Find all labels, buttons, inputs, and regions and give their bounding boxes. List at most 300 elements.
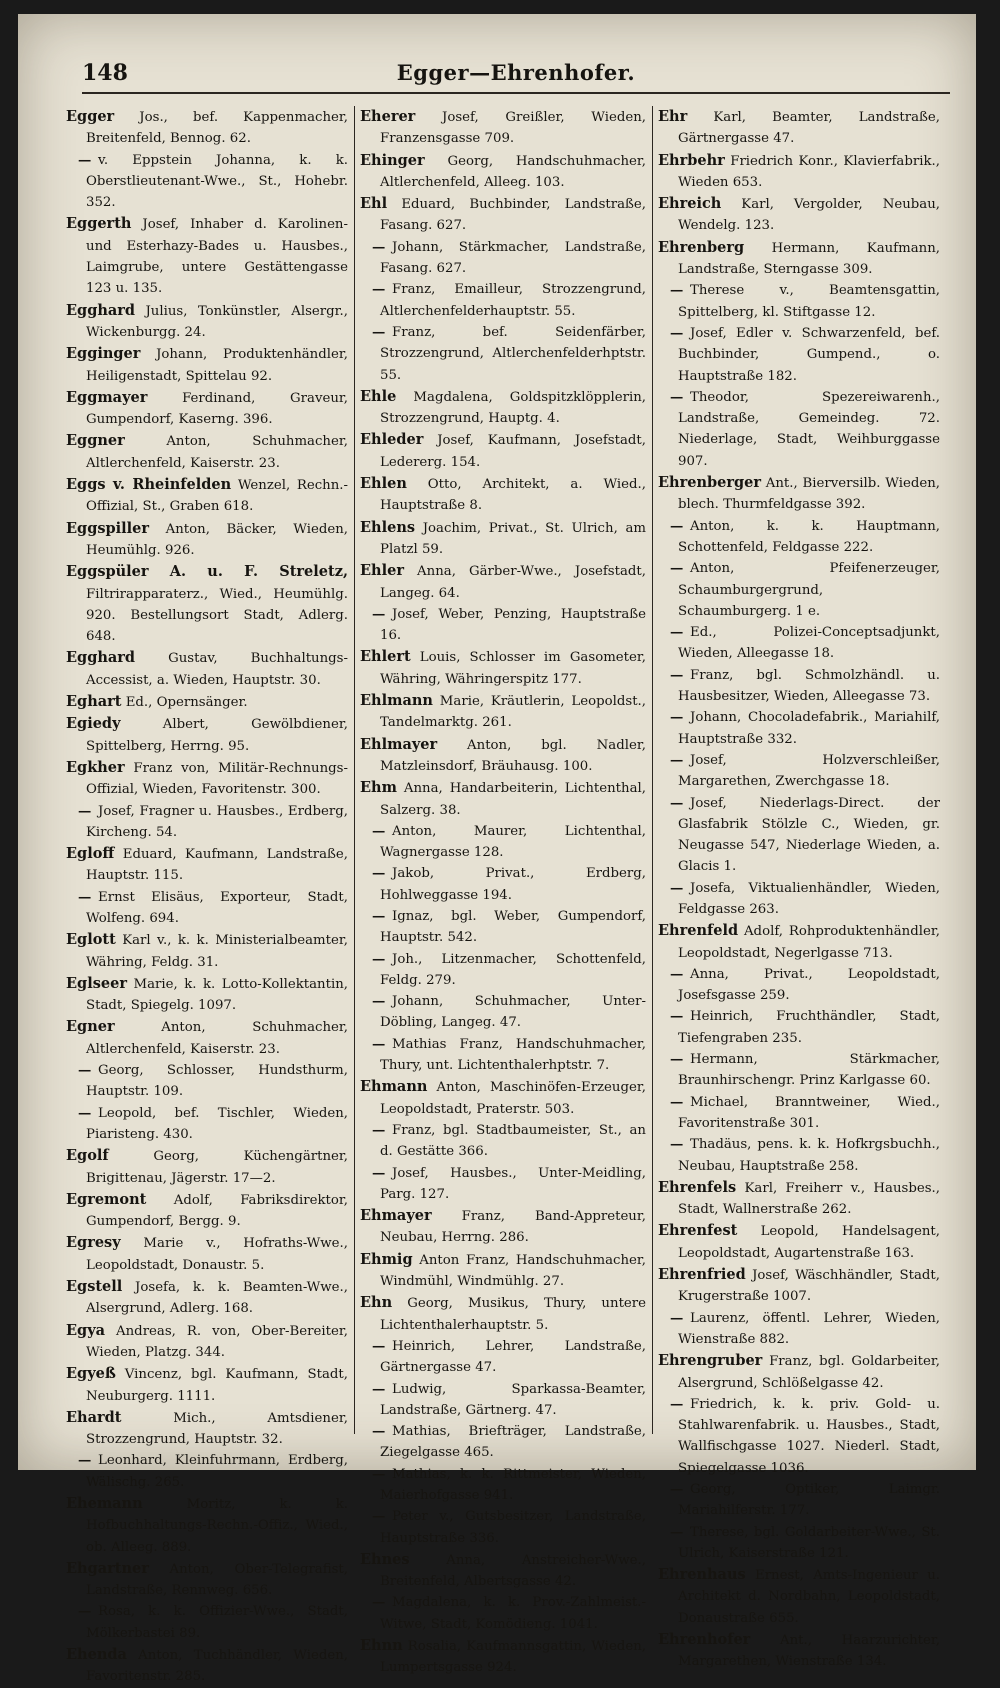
entry-surname: Eglott [66, 931, 116, 949]
entry-surname: Ehnn [360, 1637, 403, 1655]
repeat-dash: — [78, 1453, 92, 1469]
directory-sub-entry [360, 322, 646, 386]
entry-surname: Eghart [66, 693, 122, 711]
directory-entry [66, 1493, 348, 1558]
entry-details: Josef, Inhaber d. Karolinen- und Esterhazy-Bades u. Hausbes., Laimgrube, untere Gestättengasse 123 u. 135. [86, 217, 348, 297]
directory-sub-entry [658, 1092, 940, 1135]
directory-entry [66, 1276, 348, 1320]
entry-details: Anton, Schuhmacher, Altlerchenfeld, Kaiserstr. 23. [86, 434, 348, 471]
entry-surname: Ehenda [66, 1646, 127, 1664]
entry-surname: Ehleder [360, 431, 424, 449]
repeat-dash: — [670, 283, 684, 299]
entry-surname: Ehmayer [360, 1207, 432, 1225]
repeat-dash: — [372, 1509, 386, 1525]
entry-details: Adolf, Fabriksdirektor, Gumpendorf, Bergg. 9. [86, 1192, 348, 1230]
directory-sub-entry [658, 878, 940, 921]
directory-entry [66, 1558, 348, 1602]
entry-details: Magdalena, k. k. Prov.-Zahlmeist.-Witwe, Stadt, Komödieng. 1041. [380, 1595, 646, 1632]
repeat-dash: — [78, 1105, 92, 1121]
entry-surname: Eggs v. Rheinfelden [66, 476, 232, 494]
directory-entry [66, 1363, 348, 1407]
directory-sub-entry [360, 1421, 646, 1464]
entry-details: Anton, Pfeifenerzeuger, Schaumburgergrund, Schaumburgerg. 1 e. [678, 561, 940, 619]
directory-sub-entry [360, 1336, 646, 1379]
directory-sub-entry [66, 1450, 348, 1493]
directory-sub-entry [66, 887, 348, 930]
entry-surname: Ehemann [66, 1495, 143, 1512]
directory-entry [658, 106, 940, 150]
entry-details: Heinrich, Lehrer, Landstraße, Gärtnergasse 47. [380, 1338, 646, 1376]
entry-details: Therese, bgl. Goldarbeiter-Wwe., St. Ulrich, Kaiserstraße 121. [678, 1524, 940, 1561]
entry-surname: Eggmayer [66, 388, 148, 406]
directory-page [18, 14, 976, 1685]
directory-entry [66, 474, 348, 518]
repeat-dash: — [372, 866, 386, 882]
entry-details: Josef, Weber, Penzing, Hauptstraße 16. [380, 606, 646, 644]
entry-details: Louis, Schlosser im Gasometer, Währing, Währingerspitz 177. [380, 650, 647, 687]
entry-details: Ed., Opernsänger. [125, 695, 248, 711]
directory-sub-entry [66, 1060, 348, 1103]
entry-surname: Ehlmayer [360, 735, 438, 753]
entry-details: Otto, Architekt, a. Wied., Hauptstraße 8. [380, 477, 646, 514]
directory-sub-entry [360, 821, 646, 864]
entry-details: Ferdinand, Graveur, Gumpendorf, Kaserng. 396. [86, 390, 349, 428]
entry-surname: Ehrenberg [658, 238, 745, 256]
entry-surname: Ehardt [66, 1408, 122, 1426]
entry-details: Josefa, Viktualienhändler, Wieden, Feldgasse 263. [678, 880, 940, 917]
entry-surname: Egghard [66, 649, 136, 667]
entry-details: Anna, Privat., Leopoldstadt, Josefsgasse 259. [678, 966, 940, 1004]
entry-details: Franz, bef. Seidenfärber, Strozzengrund, Altlerchenfelderhptstr. 55. [380, 324, 646, 383]
directory-entry [360, 646, 646, 690]
entry-surname: Ehrengruber [658, 1352, 763, 1370]
entry-details: Therese v., Beamtensgattin, Spittelberg, kl. Stiftgasse 12. [678, 283, 940, 320]
entry-details: Peter v., Gutsbesitzer, Landstraße, Hauptstraße 336. [380, 1509, 646, 1546]
entry-details: Josef, Greißler, Wieden, Franzensgasse 709. [380, 110, 646, 147]
entry-details: Anton, Ober-Telegrafist, Landstraße, Rennweg. 656. [86, 1561, 348, 1599]
entry-details: Josef, Kaufmann, Josefstadt, Ledererg. 154. [380, 433, 646, 470]
entry-details: Georg, Handschuhmacher, Altlerchenfeld, Alleeg. 103. [380, 153, 646, 190]
directory-entry [658, 1350, 940, 1394]
directory-sub-entry [658, 1006, 940, 1049]
entry-details: Theodor, Spezereiwarenh., Landstraße, Gemeindeg. 72. Niederlage, Stadt, Weihburggasse 907. [678, 389, 940, 469]
entry-surname: Egghard [66, 301, 136, 319]
entry-details: Ignaz, bgl. Weber, Gumpendorf, Hauptstr. 542. [380, 908, 646, 946]
entry-details: Ed., Polizei-Conceptsadjunkt, Wieden, Alleegasse 18. [678, 625, 940, 662]
repeat-dash: — [670, 389, 684, 405]
directory-entry [66, 300, 348, 344]
entry-surname: Egyeß [66, 1365, 116, 1383]
entry-surname: Eggspüler A. u. F. Streletz, [66, 563, 348, 581]
entry-surname: Ehm [360, 779, 397, 797]
directory-entry [66, 1016, 348, 1060]
entry-details: Georg, Schlosser, Hundsthurm, Hauptstr. 109. [86, 1063, 348, 1100]
directory-entry [658, 1264, 940, 1308]
directory-sub-entry [66, 801, 348, 844]
entry-surname: Egolf [66, 1147, 109, 1165]
directory-sub-entry [66, 1601, 348, 1644]
entry-surname: Egkher [66, 758, 125, 776]
directory-entry [658, 1564, 940, 1629]
entry-details: Eduard, Buchbinder, Landstraße, Fasang. 627. [380, 197, 646, 234]
entry-surname: Ehrenhofer [658, 1631, 751, 1649]
entry-details: Leopold, Handelsagent, Leopoldstadt, Augartenstraße 163. [678, 1224, 940, 1261]
entry-details: Rosa, k. k. Offizier-Wwe., Stadt, Mölkerbastei 89. [86, 1604, 348, 1641]
repeat-dash: — [372, 1424, 386, 1440]
directory-sub-entry [658, 793, 940, 878]
repeat-dash: — [372, 1122, 386, 1138]
directory-column-2 [360, 106, 647, 1676]
entry-details: Anna, Handarbeiterin, Lichtenthal, Salzerg. 38. [380, 781, 646, 818]
entry-details: Johann, Stärkmacher, Landstraße, Fasang. 627. [380, 239, 646, 277]
directory-entry [66, 1320, 348, 1364]
directory-entry [360, 150, 646, 194]
repeat-dash: — [670, 966, 684, 982]
directory-entry [360, 690, 646, 734]
entry-details: Franz, Emailleur, Strozzengrund, Altlerchenfelderhauptstr. 55. [380, 282, 646, 319]
directory-entry [658, 193, 940, 237]
entry-surname: Ehler [360, 562, 404, 580]
entry-details: Heinrich, Fruchthändler, Stadt, Tiefengraben 235. [678, 1009, 940, 1046]
repeat-dash: — [670, 1009, 684, 1025]
entry-details: Marie, Kräutlerin, Leopoldst., Tandelmarktg. 261. [380, 694, 646, 731]
entry-surname: Ehrenfeld [658, 922, 739, 940]
directory-entry [658, 1177, 940, 1221]
repeat-dash: — [670, 1482, 684, 1497]
repeat-dash: — [372, 239, 386, 255]
entry-surname: Ehlert [360, 648, 411, 666]
directory-entry [360, 1635, 646, 1679]
directory-sub-entry [360, 1034, 646, 1077]
entry-details: Leonhard, Kleinfuhrmann, Erdberg, Wälischg. 265. [86, 1453, 348, 1490]
entry-details: Friedrich Konr., Klavierfabrik., Wieden 653. [678, 153, 940, 190]
entry-details: Rosalia, Kaufmannsgattin, Wieden, Lumpertsgasse 924. [380, 1639, 646, 1676]
entry-surname: Egresy [66, 1234, 121, 1252]
entry-details: Vincenz, bgl. Kaufmann, Stadt, Neuburgerg. 1111. [86, 1367, 348, 1404]
entry-details: Georg, Optiker, Laimgr. Mariahilferstr. 177. [678, 1482, 940, 1519]
repeat-dash: — [372, 1381, 386, 1397]
entry-details: Karl, Vergolder, Neubau, Wendelg. 123. [678, 197, 941, 234]
entry-surname: Ehr [658, 108, 688, 125]
directory-sub-entry [658, 750, 940, 793]
directory-entry [66, 343, 348, 387]
directory-sub-entry [360, 1120, 646, 1163]
directory-sub-entry [658, 622, 940, 665]
directory-sub-entry [66, 150, 348, 214]
entry-details: Mich., Amtsdiener, Strozzengrund, Hauptstr. 32. [86, 1410, 348, 1448]
entry-details: Adolf, Rohproduktenhändler, Leopoldstadt, Negerlgasse 713. [678, 924, 940, 961]
directory-entry [658, 920, 940, 964]
entry-details: Gustav, Buchhaltungs-Accessist, a. Wieden, Hauptstr. 30. [86, 651, 348, 688]
entry-details: Eduard, Kaufmann, Landstraße, Hauptstr. 115. [86, 847, 348, 884]
entry-surname: Ehlen [360, 475, 407, 493]
entry-details: Anton, Maurer, Lichtenthal, Wagnergasse 128. [380, 823, 646, 861]
directory-column-1 [66, 106, 349, 1685]
directory-entry [360, 1292, 646, 1336]
entry-surname: Egloff [66, 845, 115, 863]
repeat-dash: — [670, 1052, 684, 1068]
entry-surname: Ehrenfels [658, 1178, 737, 1196]
repeat-dash: — [372, 1466, 386, 1482]
entry-surname: Ehl [360, 195, 388, 213]
entry-details: Josef, Hausbes., Unter-Meidling, Parg. 127. [380, 1165, 646, 1202]
repeat-dash: — [372, 908, 386, 924]
entry-details: Josefa, k. k. Beamten-Wwe., Alsergrund, Adlerg. 168. [86, 1280, 348, 1317]
repeat-dash: — [372, 1338, 386, 1354]
repeat-dash: — [670, 518, 684, 534]
entry-surname: Ehmig [360, 1250, 413, 1268]
directory-entry [658, 150, 940, 194]
entry-surname: Ehreich [658, 195, 722, 213]
repeat-dash: — [670, 1094, 684, 1110]
entry-surname: Egger [66, 108, 115, 125]
directory-entry [360, 473, 646, 517]
running-head: Egger—Ehrenhofer. [396, 60, 636, 85]
directory-entry [360, 1249, 646, 1293]
directory-sub-entry [658, 516, 940, 559]
entry-details: Karl v., k. k. Ministerialbeamter, Währing, Feldg. 31. [86, 933, 348, 970]
directory-entry [66, 843, 348, 887]
repeat-dash: — [372, 823, 386, 839]
entry-details: Hermann, Stärkmacher, Braunhirschengr. Prinz Karlgasse 60. [678, 1052, 940, 1089]
directory-entry [66, 647, 348, 691]
directory-sub-entry [658, 1308, 940, 1351]
entry-details: Anton, Bäcker, Wieden, Heumühlg. 926. [86, 521, 348, 558]
entry-details: Johann, Chocoladefabrik., Mariahilf, Hauptstraße 332. [678, 710, 940, 747]
directory-sub-entry [360, 1464, 646, 1507]
directory-sub-entry [658, 964, 940, 1007]
repeat-dash: — [670, 1137, 684, 1153]
entry-surname: Egiedy [66, 715, 121, 733]
repeat-dash: — [670, 752, 684, 768]
entry-details: Georg, Musikus, Thury, untere Lichtenthalerhauptstr. 5. [380, 1296, 647, 1333]
entry-details: Josef, Holzverschleißer, Margarethen, Zwerchgasse 18. [678, 752, 940, 790]
directory-column-3 [658, 106, 941, 1670]
entry-surname: Eggerth [66, 215, 132, 233]
directory-entry [360, 777, 646, 821]
entry-details: Jos., bef. Kappenmacher, Breitenfeld, Bennog. 62. [86, 110, 348, 147]
directory-sub-entry [658, 707, 940, 750]
repeat-dash: — [670, 1310, 684, 1326]
entry-details: Josef, Fragner u. Hausbes., Erdberg, Kircheng. 54. [86, 803, 348, 840]
entry-details: Mathias, Briefträger, Landstraße, Ziegelgasse 465. [380, 1424, 646, 1461]
entry-details: Hermann, Kaufmann, Landstraße, Sterngasse 309. [678, 240, 940, 278]
directory-entry [66, 691, 348, 713]
directory-entry [360, 560, 646, 604]
directory-entry [66, 1644, 348, 1688]
entry-surname: Egner [66, 1018, 115, 1036]
directory-entry [360, 734, 646, 778]
repeat-dash: — [670, 325, 684, 341]
repeat-dash: — [670, 1524, 684, 1540]
entry-details: Josef, Edler v. Schwarzenfeld, bef. Buchbinder, Gumpend., o. Hauptstraße 182. [678, 325, 940, 384]
entry-details: Andreas, R. von, Ober-Bereiter, Wieden, Platzg. 344. [86, 1323, 348, 1360]
entry-surname: Ehnes [360, 1550, 410, 1568]
directory-entry [658, 1220, 940, 1264]
directory-sub-entry [360, 604, 646, 647]
repeat-dash: — [372, 994, 386, 1010]
directory-entry [658, 237, 940, 281]
entry-details: Franz, Band-Appreteur, Neubau, Herrng. 286. [380, 1209, 646, 1246]
entry-surname: Ehle [360, 387, 397, 405]
entry-surname: Eggspiller [66, 519, 150, 537]
entry-details: Georg, Küchengärtner, Brigittenau, Jägerstr. 17—2. [86, 1149, 348, 1186]
entry-surname: Eherer [360, 108, 416, 125]
directory-entry [66, 387, 348, 431]
entry-surname: Ehmann [360, 1078, 428, 1096]
directory-sub-entry [360, 949, 646, 992]
directory-sub-entry [360, 1163, 646, 1206]
repeat-dash: — [372, 606, 386, 622]
directory-entry [360, 1076, 646, 1120]
column-divider [652, 106, 653, 1434]
column-divider [354, 106, 355, 1434]
entry-details: Thadäus, pens. k. k. Hofkrgsbuchh., Neubau, Hauptstraße 258. [678, 1137, 940, 1174]
directory-entry [360, 429, 646, 473]
entry-details: v. Eppstein Johanna, k. k. Oberstlieutenant-Wwe., St., Hohebr. 352. [86, 152, 348, 211]
repeat-dash: — [372, 1595, 386, 1611]
entry-details: Anton, Schuhmacher, Altlerchenfeld, Kaiserstr. 23. [86, 1020, 348, 1057]
entry-details: Anton, Maschinöfen-Erzeuger, Leopoldstadt, Praterstr. 503. [380, 1080, 646, 1117]
directory-sub-entry [658, 1049, 940, 1092]
entry-details: Joh., Litzenmacher, Schottenfeld, Feldg. 279. [380, 951, 646, 988]
directory-entry [66, 1189, 348, 1233]
entry-details: Anton, k. k. Hauptmann, Schottenfeld, Feldgasse 222. [678, 518, 940, 555]
directory-sub-entry [360, 1506, 646, 1549]
page-header [82, 58, 950, 94]
directory-entry [360, 193, 646, 237]
entry-details: Marie, k. k. Lotto-Kollektantin, Stadt, Spiegelg. 1097. [86, 976, 348, 1014]
entry-details: Laurenz, öffentl. Lehrer, Wieden, Wienstraße 882. [678, 1310, 940, 1347]
repeat-dash: — [372, 951, 386, 967]
directory-entry [658, 472, 940, 516]
entry-details: Anton Franz, Handschuhmacher, Windmühl, Windmühlg. 27. [380, 1252, 646, 1290]
entry-details: Moritz, k. k. Hofbuchhaltungs-Rechn.-Offiz., Wied., ob. Alleeg. 889. [86, 1497, 349, 1555]
directory-entry [360, 386, 646, 430]
entry-details: Leopold, bef. Tischler, Wieden, Piaristeng. 430. [86, 1105, 348, 1142]
entry-details: Johann, Schuhmacher, Unter-Döbling, Langeg. 47. [380, 994, 646, 1031]
entry-details: Ludwig, Sparkassa-Beamter, Landstraße, Gärtnerg. 47. [380, 1381, 646, 1418]
entry-details: Karl, Beamter, Landstraße, Gärtnergasse 47. [678, 110, 940, 147]
directory-sub-entry [360, 237, 646, 280]
entry-surname: Ehrenberger [658, 474, 762, 492]
entry-details: Anton, Tuchhändler, Wieden, Favoritenstr. 285. [86, 1648, 348, 1685]
directory-entry [66, 713, 348, 757]
directory-entry [66, 929, 348, 973]
repeat-dash: — [78, 1063, 92, 1079]
entry-surname: Eglseer [66, 974, 127, 992]
repeat-dash: — [78, 152, 92, 168]
entry-details: Josef, Wäschhändler, Stadt, Krugerstraße 1007. [678, 1268, 940, 1305]
entry-details: Karl, Freiherr v., Hausbes., Stadt, Wallnerstraße 262. [678, 1180, 940, 1218]
repeat-dash: — [372, 282, 386, 298]
directory-entry [66, 213, 348, 299]
entry-details: Ernest, Amts-Ingenieur u. Architekt d. Nordbahn, Leopoldstadt, Donaustraße 655. [678, 1568, 940, 1626]
directory-entry [66, 430, 348, 474]
entry-details: Joachim, Privat., St. Ulrich, am Platzl 59. [380, 520, 646, 557]
entry-surname: Eggner [66, 432, 125, 450]
directory-sub-entry [658, 1522, 940, 1565]
entry-details: Ernst Elisäus, Exporteur, Stadt, Wolfeng. 694. [86, 889, 348, 926]
entry-details: Franz, bgl. Schmolzhändl. u. Hausbesitzer, Wieden, Alleegasse 73. [678, 667, 940, 705]
entry-surname: Ehinger [360, 151, 425, 169]
directory-entry [66, 1407, 348, 1451]
entry-surname: Ehrenfest [658, 1222, 738, 1240]
entry-surname: Egstell [66, 1278, 123, 1296]
directory-entry [66, 106, 348, 150]
repeat-dash: — [372, 1165, 386, 1181]
entry-details: Friedrich, k. k. priv. Gold- u. Stahlwarenfabrik. u. Hausbes., Stadt, Wallfischgasse 1027. Niederl. Stadt, Spiegelgasse 1036. [678, 1396, 940, 1476]
entry-surname: Egremont [66, 1190, 147, 1208]
directory-sub-entry [658, 1394, 940, 1479]
repeat-dash: — [670, 710, 684, 726]
repeat-dash: — [372, 1036, 386, 1052]
entry-details: Julius, Tonkünstler, Alsergr., Wickenburgg. 24. [86, 303, 348, 340]
entry-details: Mathias Franz, Handschuhmacher, Thury, unt. Lichtenthalerhptstr. 7. [380, 1036, 646, 1074]
directory-sub-entry [658, 323, 940, 387]
repeat-dash: — [670, 1396, 684, 1412]
directory-sub-entry [658, 1479, 940, 1522]
entry-surname: Ehrenfried [658, 1266, 746, 1284]
entry-details: Anna, Anstreicher-Wwe., Breitenfeld, Albertsgasse 42. [380, 1552, 646, 1590]
directory-sub-entry [360, 1379, 646, 1422]
entry-details: Josef, Niederlags-Direct. der Glasfabrik Stölzle C., Wieden, gr. Neugasse 547, Niederlage Wieden, a. Glacis 1. [678, 795, 940, 875]
directory-sub-entry [66, 1103, 348, 1146]
repeat-dash: — [372, 324, 386, 340]
repeat-dash: — [78, 803, 92, 819]
entry-details: Ant., Haarzurichter, Margarethen, Wienstraße 134. [678, 1633, 940, 1670]
directory-sub-entry [658, 558, 940, 622]
entry-details: Johann, Produktenhändler, Heiligenstadt, Spittelau 92. [86, 347, 348, 384]
entry-surname: Ehn [360, 1294, 393, 1312]
directory-entry [360, 106, 646, 150]
repeat-dash: — [670, 795, 684, 811]
entry-details: Jakob, Privat., Erdberg, Hohlweggasse 194. [380, 866, 646, 903]
directory-entry [66, 561, 348, 647]
entry-details: Magdalena, Goldspitzklöpplerin, Strozzengrund, Hauptg. 4. [380, 389, 646, 427]
entry-details: Wenzel, Rechn.-Offizial, St., Graben 618. [86, 478, 348, 515]
directory-sub-entry [360, 906, 646, 949]
entry-surname: Ehrbehr [658, 151, 725, 169]
repeat-dash: — [670, 667, 684, 683]
repeat-dash: — [78, 1604, 92, 1620]
entry-details: Franz von, Militär-Rechnungs-Offizial, Wieden, Favoritenstr. 300. [86, 760, 348, 798]
repeat-dash: — [670, 880, 684, 896]
directory-sub-entry [360, 279, 646, 322]
directory-sub-entry [360, 863, 646, 906]
directory-entry [66, 518, 348, 562]
entry-details: Anton, bgl. Nadler, Matzleinsdorf, Bräuhausg. 100. [380, 737, 646, 774]
directory-sub-entry [658, 280, 940, 323]
entry-details: Franz, bgl. Stadtbaumeister, St., an d. Gestätte 366. [380, 1122, 646, 1160]
entry-details: Albert, Gewölbdiener, Spittelberg, Herrng. 95. [86, 717, 348, 754]
directory-sub-entry [658, 665, 940, 708]
directory-entry [360, 1549, 646, 1593]
directory-sub-entry [658, 1134, 940, 1177]
directory-sub-entry [360, 991, 646, 1034]
entry-details: Michael, Branntweiner, Wied., Favoritenstraße 301. [678, 1094, 940, 1131]
repeat-dash: — [78, 889, 92, 905]
entry-surname: Ehrenhaus [658, 1566, 746, 1584]
entry-surname: Ehlens [360, 518, 416, 536]
directory-entry [360, 1205, 646, 1249]
entry-details: Ant., Bierversilb. Wieden, blech. Thurmfeldgasse 392. [678, 476, 940, 513]
directory-entry [360, 517, 646, 561]
entry-details: Marie v., Hofraths-Wwe., Leopoldstadt, Donaustr. 5. [86, 1236, 348, 1273]
repeat-dash: — [670, 625, 684, 641]
entry-details: Franz, bgl. Goldarbeiter, Alsergrund, Schlößelgasse 42. [678, 1354, 941, 1391]
directory-entry [658, 1629, 940, 1673]
